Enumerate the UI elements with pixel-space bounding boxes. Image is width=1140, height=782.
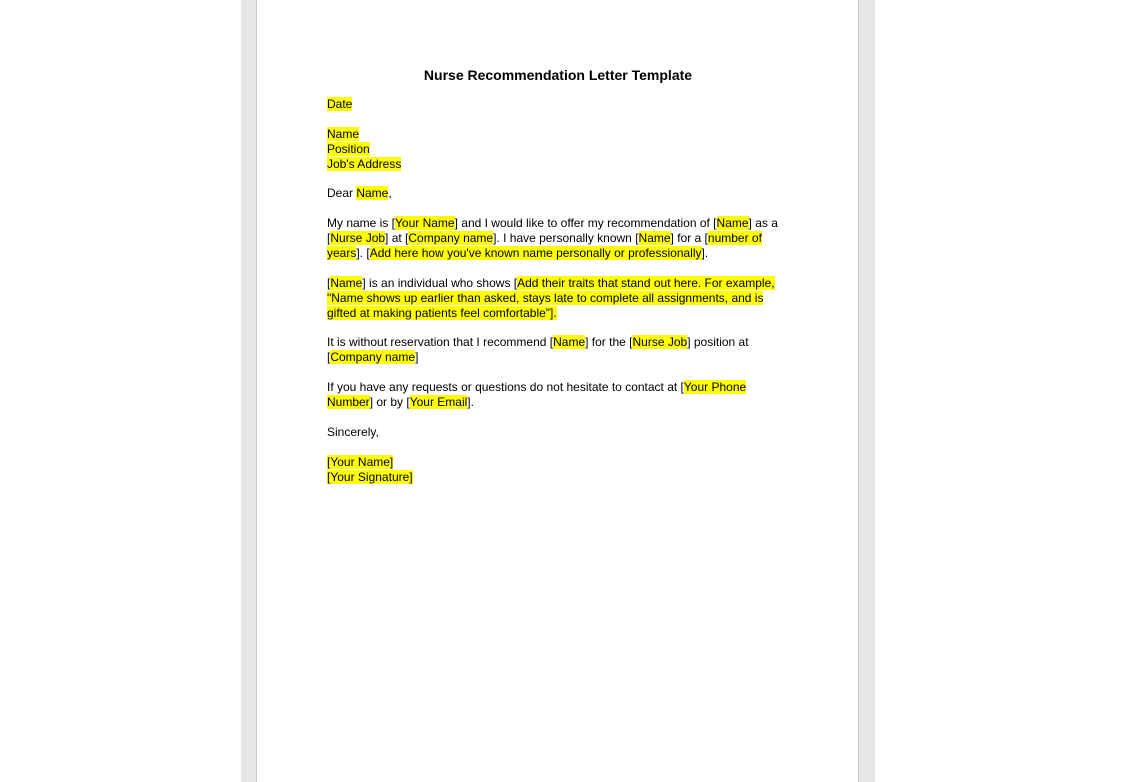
paragraph-intro: My name is [Your Name] and I would like to offer my recommendation of [Name] as a [Nurse Job] at [Company name]. I have personally known [Name] for a [number of years]. [Add here how you've known name personally or professionally]. [327, 216, 778, 261]
paragraph-recommend: It is without reservation that I recommend [Name] for the [Nurse Job] position at [Company name] [327, 335, 749, 365]
paragraph-traits: [Name] is an individual who shows [Add their traits that stand out here. For example, "Name shows up earlier than asked, stays late to complete all assignments, and is gifted at making patients feel comfortable"]. [327, 275, 775, 320]
nurse-job-placeholder: Nurse Job [330, 231, 386, 246]
traits-placeholder: Add their traits that stand out here. For example, "Name shows up earlier than asked, stays late to complete all assignments, and is gifted at making patients feel comfortable"]. [327, 275, 775, 320]
your-name-placeholder: Your Name [395, 216, 455, 231]
years-placeholder: number of years [327, 231, 762, 261]
recipient-address: Job's Address [327, 156, 402, 171]
name-placeholder: Name [716, 216, 749, 231]
paragraph-contact: If you have any requests or questions do not hesitate to contact at [Your Phone Number] or by [Your Email]. [327, 380, 747, 410]
document-page [256, 0, 859, 782]
date-line [327, 97, 787, 112]
document-title: Nurse Recommendation Letter Template [423, 67, 693, 83]
recipient-position: Position [327, 141, 370, 156]
signature-name: [Your Name] [327, 454, 394, 469]
letter-content [327, 66, 787, 499]
date-placeholder: Date [327, 97, 353, 111]
recipient-name: Name [327, 126, 360, 141]
relationship-placeholder: Add here how you've known name personally or professionally [369, 246, 702, 261]
closing: Sincerely, [327, 424, 379, 439]
greeting-name: Name [356, 186, 389, 201]
signature-block [327, 455, 787, 485]
nurse-job-placeholder: Nurse Job [632, 335, 688, 350]
name-placeholder: Name [553, 335, 586, 350]
name-placeholder: Name [638, 231, 671, 246]
company-name-placeholder: Company name [408, 231, 494, 246]
email-placeholder: Your Email [409, 395, 468, 410]
company-name-placeholder: Company name [330, 350, 416, 365]
greeting: Dear Name, [327, 186, 392, 201]
signature-line: [Your Signature] [327, 469, 413, 484]
phone-placeholder: Your Phone Number [327, 380, 747, 410]
recipient-block [327, 127, 787, 172]
name-placeholder: Name [330, 275, 363, 290]
